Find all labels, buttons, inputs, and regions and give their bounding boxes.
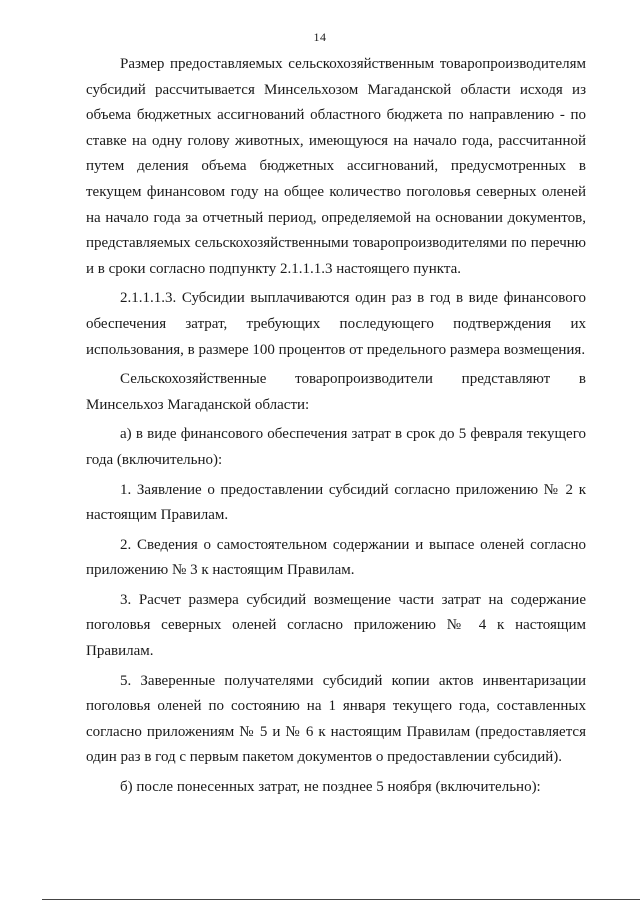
page-number: 14 bbox=[313, 30, 327, 44]
paragraph-item-5: 5. Заверенные получателями субсидий копии актов инвентаризации поголовья оленей по состоянию на 1 января текущего года, составленных согласно приложениям № 5 и № 6 к настоящим Правилам (предоставляется один раз в год с первым пакетом документов о предоставлении субсидий). bbox=[86, 672, 586, 766]
page-bottom-rule bbox=[42, 899, 640, 900]
document-body bbox=[86, 52, 586, 803]
paragraph-producers-submit: Сельскохозяйственные товаропроизводители представляют в Минсельхоз Магаданской области: bbox=[86, 371, 586, 413]
paragraph-item-b: б) после понесенных затрат, не позднее 5 ноября (включительно): bbox=[120, 779, 541, 796]
paragraph-item-1: 1. Заявление о предоставлении субсидий согласно приложению № 2 к настоящим Правилам. bbox=[86, 481, 586, 524]
paragraph-item-3: 3. Расчет размера субсидий возмещение части затрат на содержание поголовья северных оленей согласно приложению № 4 к настоящим Правилам. bbox=[86, 591, 586, 660]
paragraph-item-a: а) в виде финансового обеспечения затрат в срок до 5 февраля текущего года (включительно): bbox=[86, 426, 586, 468]
paragraph-item-2: 2. Сведения о самостоятельном содержании и выпасе оленей согласно приложению № 3 к настоящим Правилам. bbox=[86, 536, 586, 579]
paragraph-subsidy-calculation: Размер предоставляемых сельскохозяйственным товаропроизводителям субсидий рассчитывается Минсельхозом Магаданской области исходя из объема бюджетных ассигнований областного бюджета по направлению - по ставке на одну голову животных, имеющуюся на начало года, рассчитанной путем деления объема бюджетных ассигнований, предусмотренных в текущем финансовом году на общее количество поголовья северных оленей на начало года за отчетный период, определяемой на основании документов, представляемых сельскохозяйственными товаропроизводителями по перечню и в сроки согласно подпункту 2.1.1.1.3 настоящего пункта. bbox=[86, 56, 586, 277]
paragraph-clause-2-1-1-1-3: 2.1.1.1.3. Субсидии выплачиваются один раз в год в виде финансового обеспечения затрат, требующих последующего подтверждения их использования, в размере 100 процентов от предельного размера возмещения. bbox=[86, 290, 586, 358]
